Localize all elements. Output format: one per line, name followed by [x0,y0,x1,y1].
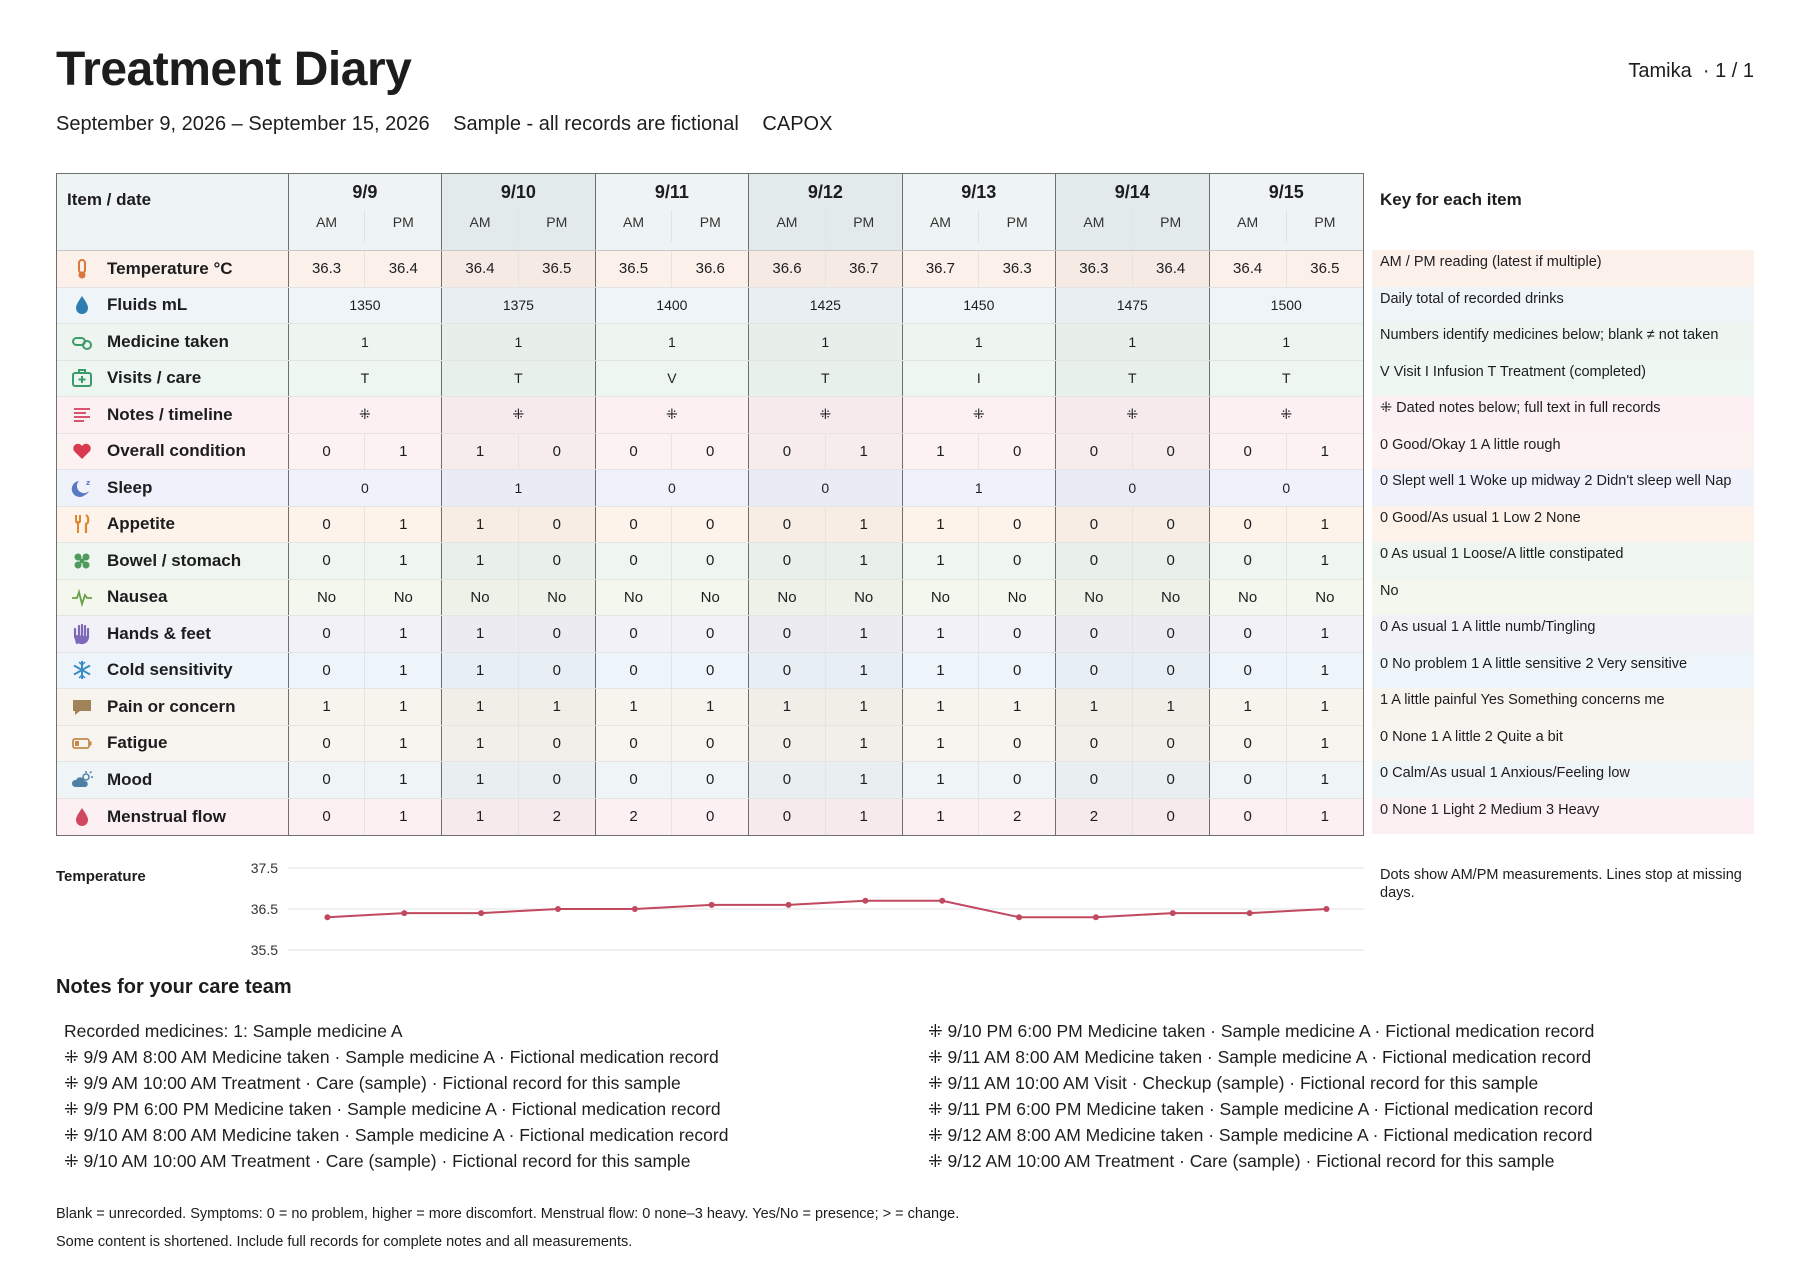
pm-value: 1 [859,661,868,679]
page-title: Treatment Diary [56,43,412,96]
am-value: 0 [596,434,673,470]
patient-name: Tamika [1628,60,1692,82]
am-value: 2 [1056,799,1133,836]
note-line: ⁜ 9/10 AM 10:00 AM Treatment · Care (sample) · Fictional record for this sample [64,1151,691,1171]
note-line: Recorded medicines: 1: Sample medicine A [64,1021,403,1041]
am-label: AM [442,210,519,242]
pm-value: 1 [399,808,408,826]
am-value: 1 [289,689,366,725]
am-value: 1 [442,434,519,470]
note-line: ⁜ 9/11 AM 10:00 AM Visit · Checkup (sample) · Fictional record for this sample [928,1073,1539,1093]
am-value: 0 [749,543,826,579]
am-value: 0 [289,726,366,762]
temperature-point [632,906,638,912]
am-value: 1 [442,689,519,725]
key-item: Numbers identify medicines below; blank ≠ not taken [1372,323,1754,360]
day-value: T [1056,361,1209,397]
pm-value: 1 [399,771,408,789]
day-label: 9/14 [1114,182,1150,202]
am-value: 0 [749,434,826,470]
pm-value: 1 [859,734,868,752]
day-value: T [749,361,902,397]
pm-value: 1 [552,698,561,716]
am-value: No [289,580,366,616]
day-value: 1350 [289,288,442,324]
am-value: 1 [903,653,980,689]
am-value: 1 [442,653,519,689]
am-label: AM [596,210,673,242]
pm-label: PM [1006,214,1028,230]
day-value: 1 [289,324,442,360]
am-value: 0 [1056,543,1133,579]
pm-value: 1 [1320,661,1330,679]
key-header: Key for each item [1380,190,1522,209]
pm-value: 1 [859,698,868,716]
day-value: 1 [1282,333,1291,350]
temperature-point [1170,910,1176,916]
pm-value: 36.4 [388,260,418,278]
temperature-point [1016,914,1022,920]
temperature-point [939,898,945,904]
am-value: 0 [749,653,826,689]
pm-value: 2 [1012,808,1022,826]
key-item: 0 Good/As usual 1 Low 2 None [1372,506,1754,543]
y-tick-label: 37.5 [250,860,278,876]
pm-value: 1 [399,698,408,716]
date-range: September 9, 2026 – September 15, 2026 [56,113,430,135]
pm-value: 1 [399,661,408,679]
day-value: 1450 [903,288,1056,324]
am-value: 0 [1210,543,1287,579]
notes-left-column [64,1018,728,1174]
pm-value: 36.7 [849,260,879,278]
day-value: 1400 [596,288,749,324]
am-label: AM [749,210,826,242]
am-value: 0 [1210,762,1287,798]
footer-legend: Blank = unrecorded. Symptoms: 0 = no problem, higher = more discomfort. Menstrual flow: 0 none–3 heavy. Yes/No = presence; > = change. [56,1206,960,1222]
am-value: No [596,580,673,616]
am-value: No [442,580,519,616]
pm-value: 1 [859,515,868,533]
key-item: 0 Slept well 1 Woke up midway 2 Didn't sleep well Nap [1372,469,1754,506]
day-value: 1 [749,324,902,360]
day-value: 1425 [749,288,902,324]
pm-label: PM [546,214,568,230]
key-item: 0 None 1 A little 2 Quite a bit [1372,725,1754,762]
am-value: No [903,580,980,616]
notes-right-column [928,1018,1594,1174]
row-label-text: Hands & feet [107,623,211,643]
am-value: 1 [1056,689,1133,725]
svg-text:z: z [86,478,91,487]
pm-value: 0 [552,552,561,570]
row-label-text: Medicine taken [107,331,229,351]
pm-value: 0 [1166,808,1175,826]
temperature-point [401,910,407,916]
am-value: 0 [596,762,673,798]
pm-value: 1 [859,442,868,460]
day-label: 9/13 [961,182,997,202]
am-value: 1 [903,762,980,798]
pm-value: 0 [1012,661,1022,679]
pm-value: 1 [1320,808,1330,826]
pm-label: PM [699,214,721,230]
pm-value: 2 [552,808,561,826]
day-value: T [1281,370,1291,387]
am-value: 1 [442,616,519,652]
am-value: 0 [596,653,673,689]
note-line: ⁜ 9/9 AM 10:00 AM Treatment · Care (sample) · Fictional record for this sample [64,1073,681,1093]
day-value: 0 [1056,470,1209,506]
pm-value: No [393,588,413,606]
day-label: 9/12 [807,182,843,202]
pm-value: 0 [706,625,715,643]
day-value: 1 [903,324,1056,360]
row-label-text: Visits / care [107,368,202,388]
pm-value: 1 [1012,698,1022,716]
am-value: 0 [1210,434,1287,470]
pm-label: PM [392,214,414,230]
am-value: 0 [1210,799,1287,836]
chart-note: Dots show AM/PM measurements. Lines stop at missing days. [1380,867,1742,901]
am-label: AM [1210,210,1287,242]
temperature-point [324,914,330,920]
am-value: 0 [289,762,366,798]
chart-title: Temperature [56,868,146,885]
am-value: No [1210,580,1287,616]
am-value: 36.7 [903,251,980,287]
am-value: 1 [442,799,519,836]
pm-value: 1 [1320,515,1330,533]
am-value: 36.6 [749,251,826,287]
temperature-point [478,910,484,916]
am-value: 0 [749,799,826,836]
day-label: 9/11 [654,182,689,202]
pm-label: PM [853,214,875,230]
pm-value: 1 [399,442,408,460]
am-value: 0 [289,799,366,836]
row-label-text: Pain or concern [107,696,236,716]
pm-value: 0 [1166,771,1175,789]
am-value: 36.4 [1210,251,1287,287]
row-label-text: Menstrual flow [107,806,227,826]
day-value: ⁜ [596,397,749,433]
am-value: 36.4 [442,251,519,287]
am-value: 0 [289,543,366,579]
pm-value: 1 [1320,698,1330,716]
pm-value: 0 [706,808,715,826]
note-line: ⁜ 9/9 AM 8:00 AM Medicine taken · Sample medicine A · Fictional medication record [64,1047,719,1067]
footer-note: Some content is shortened. Include full records for complete notes and all measurements. [56,1234,633,1250]
day-value: ⁜ [749,397,902,433]
key-list [1372,250,1754,834]
am-value: 1 [903,726,980,762]
page-info [1628,60,1754,83]
day-value: ⁜ [442,397,595,433]
pm-value: 0 [706,442,715,460]
am-value: 0 [1056,653,1133,689]
key-item: Daily total of recorded drinks [1372,287,1754,324]
am-value: 0 [596,726,673,762]
am-value: 1 [903,799,980,836]
pm-value: 36.5 [1310,260,1340,278]
pm-value: 1 [1320,625,1330,643]
row-label-text: Cold sensitivity [107,660,233,680]
row-label-text: Notes / timeline [107,404,233,424]
note-line: ⁜ 9/9 PM 6:00 PM Medicine taken · Sample medicine A · Fictional medication record [64,1099,721,1119]
day-value: ⁜ [289,397,442,433]
pm-value: 0 [706,552,715,570]
pm-value: No [1161,588,1181,606]
day-value: 1 [1056,324,1209,360]
am-value: No [749,580,826,616]
day-value: 0 [749,470,902,506]
pm-value: 1 [399,515,408,533]
pm-value: No [700,588,720,606]
pm-value: 0 [552,515,561,533]
row-label-text: Fatigue [107,733,168,753]
am-value: 1 [1210,689,1287,725]
am-value: 0 [749,616,826,652]
pm-value: 0 [552,734,561,752]
am-value: 0 [749,726,826,762]
am-value: 1 [442,543,519,579]
am-value: 0 [1210,507,1287,543]
day-value: 0 [289,470,442,506]
pm-value: 1 [859,808,868,826]
am-value: 1 [903,434,980,470]
pm-value: 0 [1166,661,1175,679]
pm-value: 0 [552,625,561,643]
page-number: · 1 / 1 [1702,60,1754,82]
am-value: 0 [1056,434,1133,470]
am-value: 1 [749,689,826,725]
pm-value: 0 [552,442,561,460]
pm-value: 1 [399,625,408,643]
am-label: AM [903,210,980,242]
pm-value: 0 [1166,515,1175,533]
day-value: ⁜ [1280,406,1293,423]
y-tick-label: 36.5 [250,901,278,917]
am-value: 0 [289,434,366,470]
am-value: 1 [596,689,673,725]
pm-value: No [1007,588,1027,606]
am-value: 0 [749,762,826,798]
pm-value: 0 [552,661,561,679]
am-value: 0 [1056,726,1133,762]
am-value: 36.5 [596,251,673,287]
day-value: 1 [442,470,595,506]
temperature-point [709,902,715,908]
key-item: AM / PM reading (latest if multiple) [1372,250,1754,287]
am-value: 0 [1056,616,1133,652]
row-label-text: Appetite [107,514,175,534]
am-value: 0 [289,653,366,689]
row-label-text: Nausea [107,587,168,607]
day-value: 0 [1282,479,1291,496]
day-value: T [289,361,442,397]
am-value: 0 [1056,507,1133,543]
pm-value: 0 [1166,734,1175,752]
pm-value: 0 [706,515,715,533]
pm-value: 36.3 [1002,260,1032,278]
day-value: T [442,361,595,397]
pm-value: 0 [1012,442,1022,460]
day-label: 9/15 [1268,182,1304,202]
am-value: 0 [596,616,673,652]
am-value: No [1056,580,1133,616]
day-value: 1500 [1270,297,1302,314]
pm-value: 1 [859,552,868,570]
key-item: 0 No problem 1 A little sensitive 2 Very sensitive [1372,652,1754,689]
am-value: 0 [1210,726,1287,762]
pm-value: 0 [1166,625,1175,643]
row-label-text: Mood [107,769,153,789]
pm-value: No [1315,588,1335,606]
am-value: 1 [442,726,519,762]
pm-value: 0 [1166,552,1175,570]
am-value: 0 [596,507,673,543]
day-value: I [903,361,1056,397]
day-value: 1 [442,324,595,360]
day-value: 1 [903,470,1056,506]
pm-value: 0 [1012,552,1022,570]
key-item: V Visit I Infusion T Treatment (completed) [1372,360,1754,397]
note-line: ⁜ 9/11 PM 6:00 PM Medicine taken · Sample medicine A · Fictional medication record [928,1099,1594,1119]
day-label: 9/9 [352,182,378,202]
day-value: ⁜ [903,397,1056,433]
pm-value: 0 [706,661,715,679]
am-value: 0 [1210,653,1287,689]
note-line: ⁜ 9/10 PM 6:00 PM Medicine taken · Sample medicine A · Fictional medication record [928,1021,1595,1041]
sample-note: Sample - all records are fictional [453,113,739,135]
day-label: 9/10 [500,182,536,202]
pm-value: 36.6 [695,260,725,278]
am-value: 2 [596,799,673,836]
temperature-point [555,906,561,912]
pm-value: 1 [859,771,868,789]
key-item: No [1372,579,1754,616]
key-item: 1 A little painful Yes Something concerns me [1372,688,1754,725]
pm-value: 0 [1012,771,1022,789]
am-value: 1 [903,616,980,652]
note-line: ⁜ 9/11 AM 8:00 AM Medicine taken · Sample medicine A · Fictional medication record [928,1047,1592,1067]
am-value: 1 [442,507,519,543]
pm-value: 1 [1320,442,1330,460]
pm-value: 36.4 [1156,260,1186,278]
am-value: 36.3 [289,251,366,287]
regimen: CAPOX [762,113,833,135]
day-value: 1375 [442,288,595,324]
y-tick-label: 35.5 [250,942,278,958]
temperature-point [1323,906,1329,912]
am-value: 36.3 [1056,251,1133,287]
am-value: 0 [596,543,673,579]
key-item: 0 None 1 Light 2 Medium 3 Heavy [1372,798,1754,835]
note-line: ⁜ 9/12 AM 8:00 AM Medicine taken · Sample medicine A · Fictional medication record [928,1125,1593,1145]
day-value: 1 [596,324,749,360]
pm-value: 1 [1320,734,1330,752]
pm-label: PM [1314,214,1336,230]
pm-label: PM [1160,214,1182,230]
notes-heading: Notes for your care team [56,976,292,998]
row-label-text: Bowel / stomach [107,550,242,570]
am-value: 0 [1210,616,1287,652]
row-label-text: Fluids mL [107,295,188,315]
day-value: 0 [596,470,749,506]
key-item: ⁜ Dated notes below; full text in full records [1372,396,1754,433]
am-value: 0 [1056,762,1133,798]
note-line: ⁜ 9/12 AM 10:00 AM Treatment · Care (sample) · Fictional record for this sample [928,1151,1555,1171]
temperature-point [786,902,792,908]
pm-value: 1 [1320,552,1330,570]
row-label-text: Temperature °C [107,258,233,278]
pm-value: 1 [706,698,715,716]
am-value: 1 [903,689,980,725]
am-value: 0 [749,507,826,543]
row-label-text: Sleep [107,477,153,497]
key-item: 0 Good/Okay 1 A little rough [1372,433,1754,470]
temperature-point [1247,910,1253,916]
pm-value: 0 [706,771,715,789]
pm-value: No [547,588,567,606]
pm-value: 1 [859,625,868,643]
pm-value: 0 [1166,442,1175,460]
note-line: ⁜ 9/10 AM 8:00 AM Medicine taken · Sample medicine A · Fictional medication record [64,1125,729,1145]
day-value: ⁜ [1056,397,1209,433]
am-value: 0 [289,616,366,652]
am-value: 1 [903,543,980,579]
key-item: 0 As usual 1 Loose/A little constipated [1372,542,1754,579]
pm-value: 1 [1166,698,1175,716]
temperature-point [862,898,868,904]
item-date-header: Item / date [57,174,289,250]
key-item: 0 Calm/As usual 1 Anxious/Feeling low [1372,761,1754,798]
day-value: V [596,361,749,397]
pm-value: 0 [1012,734,1022,752]
am-label: AM [289,210,366,242]
am-value: 0 [289,507,366,543]
pm-value: 1 [1320,771,1330,789]
day-value: 1475 [1056,288,1209,324]
pm-value: No [854,588,874,606]
pm-value: 1 [399,734,408,752]
pm-value: 36.5 [542,260,572,278]
pm-value: 0 [552,771,561,789]
pm-value: 0 [1012,515,1022,533]
pm-value: 0 [1012,625,1022,643]
am-value: 1 [903,507,980,543]
am-label: AM [1056,210,1133,242]
pm-value: 0 [706,734,715,752]
pm-value: 1 [399,552,408,570]
row-label-text: Overall condition [107,441,246,461]
key-item: 0 As usual 1 A little numb/Tingling [1372,615,1754,652]
am-value: 1 [442,762,519,798]
temperature-point [1093,914,1099,920]
